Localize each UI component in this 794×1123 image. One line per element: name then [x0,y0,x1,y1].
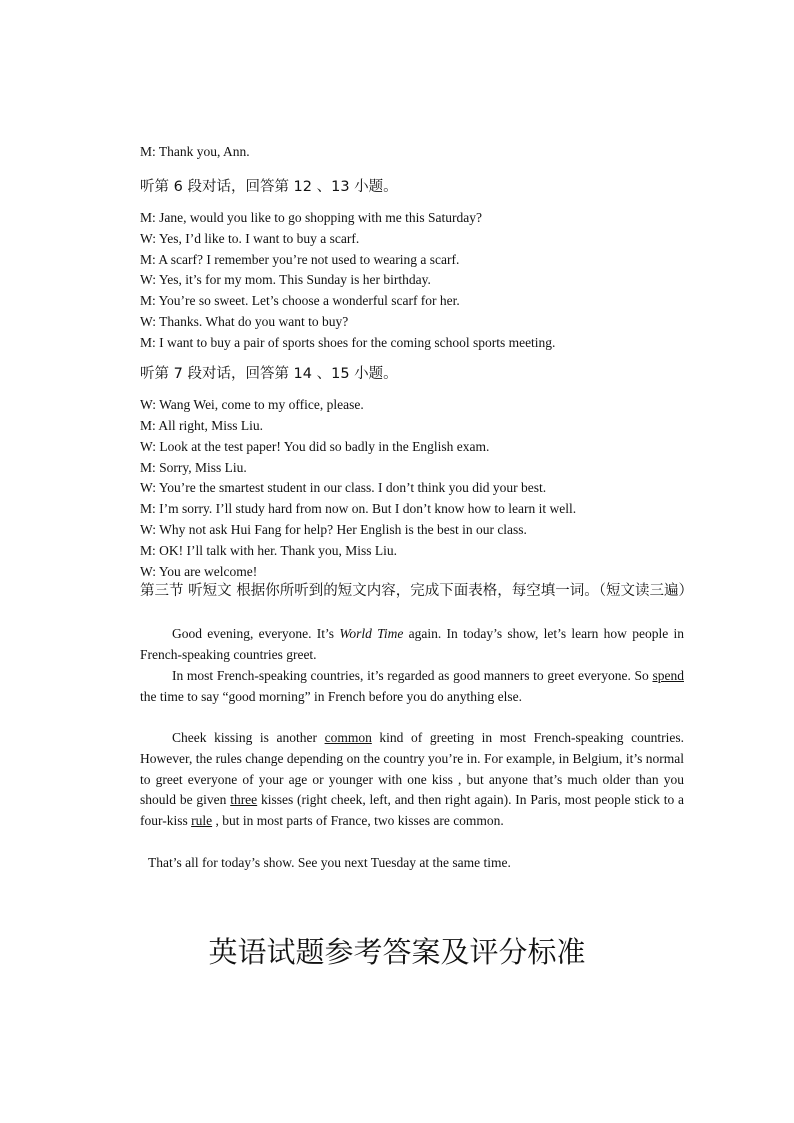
dialog-line: M: You’re so sweet. Let’s choose a wonderful scarf for her. [140,293,460,308]
answer-underline: three [230,792,258,808]
passage-paragraph-2: In most French-speaking countries, it’s regarded as good manners to greet everyone. So spend the time to say “good morning” in French before you do anything else. [140,668,684,704]
dialog-line: W: You’re the smartest student in our class. I don’t think you did your best. [140,480,547,495]
dialog-line: W: Thanks. What do you want to buy? [140,314,349,329]
section3-heading: 第三节 听短文 根据你所听到的短文内容，完成下面表格，每空填一词。（短文读三遍） [140,583,693,599]
answer-underline: common [324,730,372,745]
dialog-line: M: I want to buy a pair of sports shoes for the coming school sports meeting. [140,335,556,350]
dialog-line: M: All right, Miss Liu. [140,418,264,433]
dialog-line: M: A scarf? I remember you’re not used to wearing a scarf. [140,252,460,267]
answer-underline: rule [191,813,213,829]
answer-underline: spend [652,668,684,683]
passage-paragraph-3: Cheek kissing is another common kind of greeting in most French-speaking countries. However, the rules change depending on the country you’re in. For example, in Belgium, it’s normal to greet everyone of your age or younger with one kiss , but anyone that’s much older than you should be given three kisses (right cheek, left, and then right again). In Paris, most people stick to a four-kiss rule , but in most parts of France, two kisses are common. [140,730,684,829]
dialog5-last-line: M: Thank you, Ann. [140,144,250,159]
dialog-line: M: Sorry, Miss Liu. [140,460,247,475]
dialog-line: W: Why not ask Hui Fang for help? Her English is the best in our class. [140,522,527,537]
dialog6-heading: 听第 6 段对话，回答第 12 、13 小题。 [140,179,398,195]
dialog-line: W: Yes, it’s for my mom. This Sunday is her birthday. [140,272,431,287]
dialog-line: W: Yes, I’d like to. I want to buy a scarf. [140,231,360,246]
dialog-line: M: OK! I’ll talk with her. Thank you, Miss Liu. [140,543,397,558]
dialog-line: W: Look at the test paper! You did so badly in the English exam. [140,439,490,454]
dialog-line: M: Jane, would you like to go shopping with me this Saturday? [140,210,482,225]
answer-underline: Tuesday [370,855,416,870]
passage-paragraph-4: That’s all for today’s show. See you next Tuesday at the same time. [148,855,511,870]
passage-paragraph-1: Good evening, everyone. It’s World Time again. In today’s show, let’s learn how people in French-speaking countries greet. [140,626,684,662]
show-name: World Time [339,626,404,641]
dialog-line: W: Wang Wei, come to my office, please. [140,397,364,412]
dialog-line: W: You are welcome! [140,564,258,579]
answer-key-title: 英语试题参考答案及评分标准 [208,935,586,969]
dialog7-heading: 听第 7 段对话，回答第 14 、15 小题。 [140,366,398,382]
dialog-line: M: I’m sorry. I’ll study hard from now on. But I don’t know how to learn it well. [140,501,577,516]
